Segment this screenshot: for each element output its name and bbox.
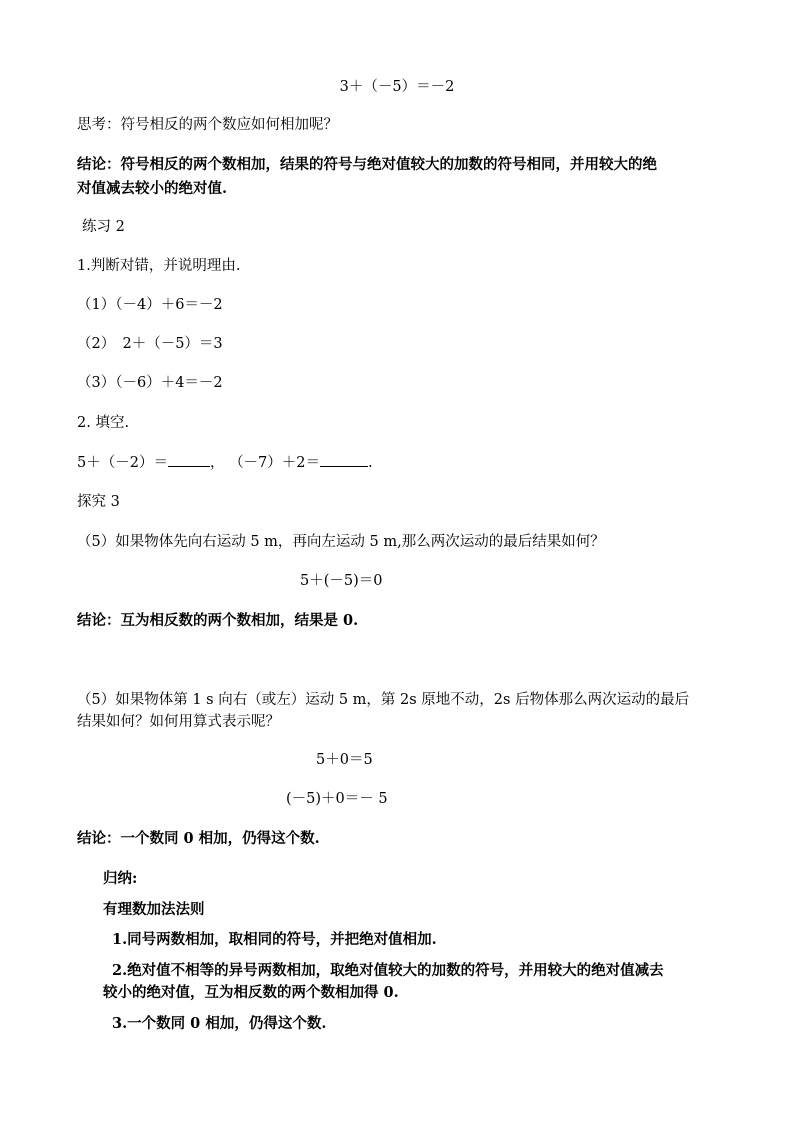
question-2-fill-line [77, 453, 373, 473]
answer-blank-1[interactable] [168, 466, 210, 467]
explore-title: 探究 3 [77, 494, 120, 510]
question-1-item-3: （3）（－6）＋4＝－2 [77, 375, 223, 391]
case-5-motion-question: （5）如果物体先向右运动 5 m，再向左运动 5 m,那么两次运动的最后结果如何？ [77, 534, 605, 550]
question-1-item-2: （2） 2＋（－5）＝3 [77, 336, 223, 352]
summary-title: 归纳: [103, 870, 138, 887]
fill-expression-1: 5＋（－2）＝ [77, 455, 168, 471]
rule-2-line2: 较小的绝对值，互为相反数的两个数相加得 0. [103, 984, 399, 1001]
conclusion-add-zero: 结论：一个数同 0 相加，仍得这个数. [77, 830, 320, 847]
conclusion-opposite-signs-line2: 对值减去较小的绝对值. [77, 180, 228, 197]
case-5-stationary-line2: 结果如何？如何用算式表示呢？ [77, 714, 280, 730]
conclusion-opposite-signs-line1: 结论：符号相反的两个数相加，结果的符号与绝对值较大的加数的符号相同，并用较大的绝 [77, 156, 657, 173]
separator: ， [209, 455, 225, 471]
case-5-stationary-line1: （5）如果物体第 1 s 向右（或左）运动 5 m，第 2s 原地不动，2s 后物体那么两次运动的最后 [77, 692, 690, 708]
rule-2-line1: 2.绝对值不相等的异号两数相加，取绝对值较大的加数的符号，并用较大的绝对值减去 [112, 962, 664, 979]
question-2-title: 2. 填空. [77, 415, 130, 431]
rule-3: 3.一个数同 0 相加，仍得这个数. [112, 1015, 327, 1032]
rule-title: 有理数加法法则 [103, 901, 205, 918]
question-1-title: 1.判断对错，并说明理由. [77, 258, 241, 274]
conclusion-opposites: 结论：互为相反数的两个数相加，结果是 0. [77, 612, 359, 629]
equation-5-plus-0: 5＋0＝5 [316, 752, 373, 768]
rule-1: 1.同号两数相加，取相同的符号，并把绝对值相加. [112, 931, 437, 948]
fill-expression-2: （－7）＋2＝ [229, 455, 321, 471]
equation-5-plus-neg5: 5＋(－5)＝0 [300, 573, 383, 589]
question-1-item-1: （1）（－4）＋6＝－2 [77, 297, 223, 313]
equation-3-plus-neg5: 3＋（－5）＝－2 [339, 79, 455, 95]
equation-neg5-plus-0: (－5)＋0＝－ 5 [286, 791, 388, 807]
answer-blank-2[interactable] [320, 466, 368, 467]
think-question: 思考：符号相反的两个数应如何相加呢？ [77, 117, 338, 133]
practice-title: 练习 2 [82, 219, 125, 235]
period: . [368, 455, 373, 471]
